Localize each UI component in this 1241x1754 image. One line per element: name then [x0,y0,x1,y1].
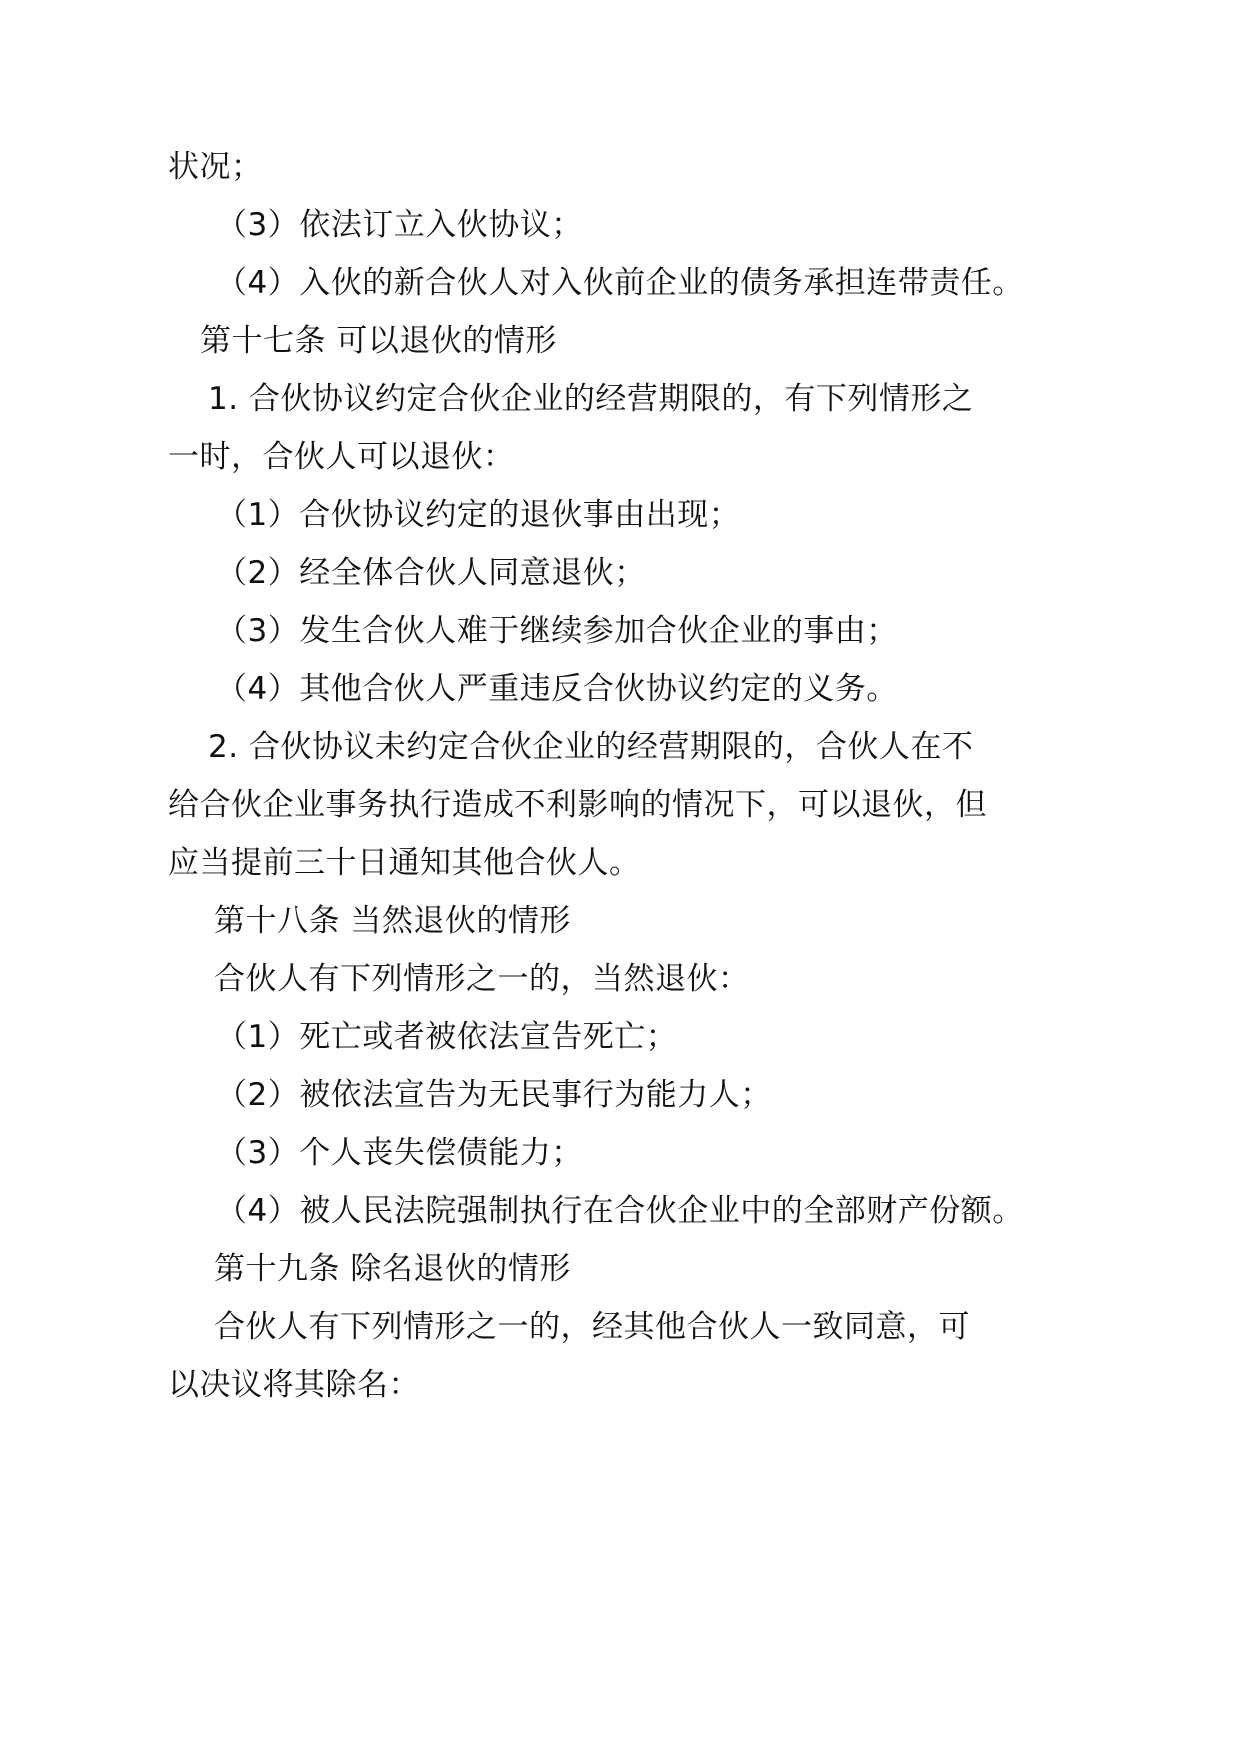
list-item: （1）死亡或者被依法宣告死亡； [216,1019,678,1055]
text-line: 1. 合伙协议约定合伙企业的经营期限的，有下列情形之 [208,381,974,417]
list-item: （4）入伙的新合伙人对入伙前企业的债务承担连带责任。 [216,265,1024,301]
list-item: （4）被人民法院强制执行在合伙企业中的全部财产份额。 [216,1193,1024,1229]
text-line: 以决议将其除名： [168,1367,420,1403]
text-line: 应当提前三十日通知其他合伙人。 [168,845,641,881]
list-item: （3）依法订立入伙协议； [216,207,583,243]
list-item: （3）发生合伙人难于继续参加合伙企业的事由； [216,613,898,649]
list-item: （3）个人丧失偿债能力； [216,1135,583,1171]
text-line: 给合伙企业事务执行造成不利影响的情况下，可以退伙，但 [168,787,987,823]
text-line: 合伙人有下列情形之一的，当然退伙： [214,961,750,997]
text-line: 合伙人有下列情形之一的，经其他合伙人一致同意，可 [214,1309,970,1345]
section-heading: 第十八条 当然退伙的情形 [214,903,571,939]
text-line: 状况； [168,149,263,185]
section-heading: 第十七条 可以退伙的情形 [200,323,557,359]
list-item: （1）合伙协议约定的退伙事由出现； [216,497,741,533]
text-line: 2. 合伙协议未约定合伙企业的经营期限的，合伙人在不 [208,729,974,765]
text-line: 一时，合伙人可以退伙： [168,439,515,475]
list-item: （2）被依法宣告为无民事行为能力人； [216,1077,772,1113]
list-item: （2）经全体合伙人同意退伙； [216,555,646,591]
list-item: （4）其他合伙人严重违反合伙协议约定的义务。 [216,671,898,707]
section-heading: 第十九条 除名退伙的情形 [214,1251,571,1287]
